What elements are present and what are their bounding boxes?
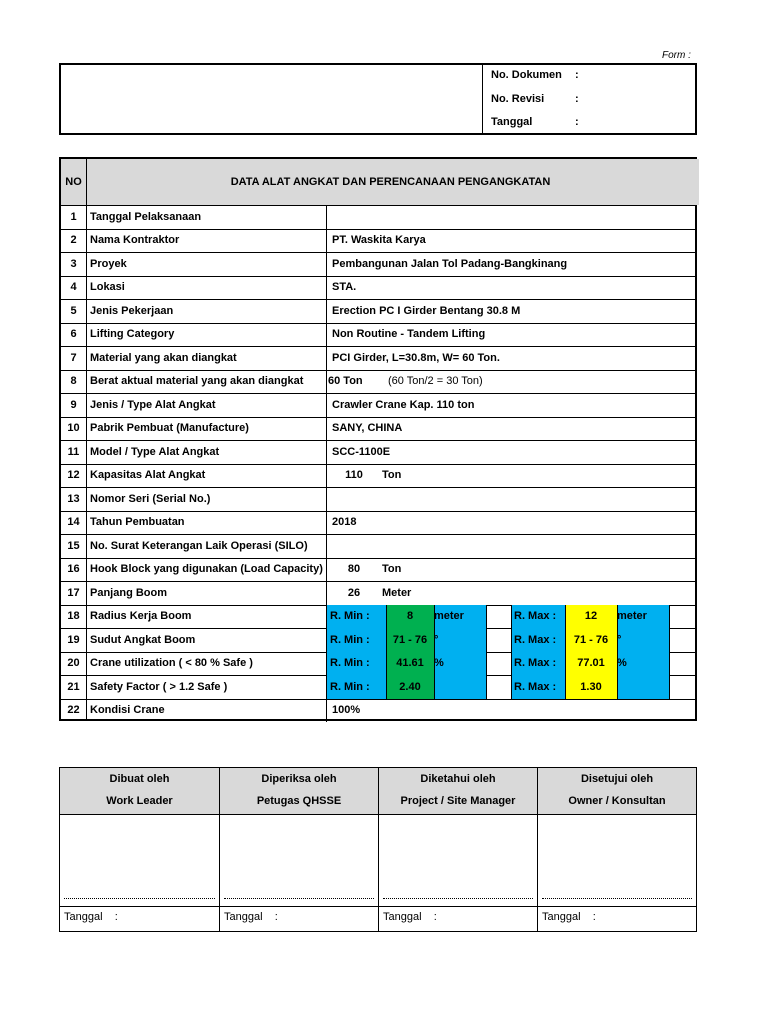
row-number: 14 (67, 516, 80, 529)
r-max-label: R. Max : (511, 605, 565, 629)
row-number: 10 (67, 422, 80, 435)
header-divider-line (61, 205, 695, 206)
cell-divider (386, 652, 387, 676)
row-number: 16 (67, 563, 80, 576)
row-label: Tanggal Pelaksanaan (90, 210, 202, 223)
date-label: Tanggal (491, 116, 533, 128)
signature-date[interactable]: Tanggal : (383, 911, 437, 923)
value-column-divider (326, 605, 327, 629)
row-value: Non Routine - Tandem Lifting (332, 328, 486, 341)
row-value: Crawler Crane Kap. 110 ton (332, 398, 475, 411)
r-min-label: R. Min : (326, 675, 386, 699)
r-min-value: 2.40 (386, 675, 434, 699)
row-label: Radius Kerja Boom (90, 610, 192, 623)
signature-title: Project / Site Manager (400, 795, 516, 807)
r-max-value: 77.01 (565, 652, 617, 676)
signature-line (542, 898, 692, 899)
value-column-divider (326, 252, 327, 276)
cell-divider (434, 652, 435, 676)
row-label: Lifting Category (90, 328, 175, 341)
gap-cell (486, 675, 511, 699)
cell-divider (617, 605, 618, 629)
signature-date[interactable]: Tanggal : (542, 911, 596, 923)
table-title: DATA ALAT ANGKAT DAN PERENCANAAN PENGANGKATAN (230, 176, 551, 188)
value-column-divider (326, 675, 327, 699)
cell-divider (617, 675, 618, 699)
signature-line (64, 898, 215, 899)
row-label: Safety Factor ( > 1.2 Safe ) (90, 680, 228, 693)
cell-divider (486, 652, 487, 676)
row-number: 9 (70, 398, 77, 411)
cell-divider (434, 605, 435, 629)
signature-table (59, 767, 697, 932)
row-number: 2 (70, 234, 77, 247)
value-column-divider (326, 628, 327, 652)
r-min-unit (434, 675, 486, 699)
signature-role: Diketahui oleh (420, 773, 496, 785)
row-number: 11 (67, 445, 80, 458)
r-max-value: 1.30 (565, 675, 617, 699)
row-number: 5 (70, 304, 77, 317)
r-max-value: 71 - 76 (565, 628, 617, 652)
row-number: 4 (70, 281, 77, 294)
signature-column (537, 768, 696, 931)
row-number: 20 (67, 657, 80, 670)
row-label: Lokasi (90, 281, 125, 294)
row-label: Material yang akan diangkat (90, 351, 237, 364)
row-label: Panjang Boom (90, 586, 168, 599)
value-column-divider (326, 581, 327, 605)
row-value: Erection PC I Girder Bentang 30.8 M (332, 304, 521, 317)
row-number: 19 (67, 633, 80, 646)
cell-divider (511, 652, 512, 676)
row-label: Berat aktual material yang akan diangkat (90, 375, 304, 388)
value-column-divider (326, 652, 327, 676)
cell-divider (669, 652, 670, 676)
cell-divider (617, 628, 618, 652)
signature-title: Work Leader (106, 795, 173, 807)
cell-divider (486, 675, 487, 699)
revision-label: No. Revisi (491, 93, 545, 105)
signature-title: Owner / Konsultan (568, 795, 666, 807)
r-max-value: 12 (565, 605, 617, 629)
r-max-label: R. Max : (511, 675, 565, 699)
signature-line (224, 898, 374, 899)
row-number: 22 (67, 704, 80, 717)
cell-divider (617, 652, 618, 676)
value-column-divider (326, 558, 327, 582)
row-number: 15 (67, 539, 80, 552)
cell-divider (486, 605, 487, 629)
row-label: Pabrik Pembuat (Manufacture) (90, 422, 249, 435)
r-min-unit: ° (434, 628, 486, 652)
cell-divider (386, 628, 387, 652)
row-label: No. Surat Keterangan Laik Operasi (SILO) (90, 539, 308, 552)
r-max-label: R. Max : (511, 652, 565, 676)
row-number: 18 (67, 610, 80, 623)
r-max-unit: % (617, 652, 669, 676)
row-value: SANY, CHINA (332, 422, 403, 435)
cell-divider (669, 628, 670, 652)
signature-column (378, 768, 537, 931)
value-column-divider (326, 699, 327, 723)
cell-divider (669, 675, 670, 699)
r-min-value: 8 (386, 605, 434, 629)
cell-divider (565, 605, 566, 629)
row-number: 7 (70, 351, 77, 364)
row-label: Nomor Seri (Serial No.) (90, 492, 211, 505)
row-label: Jenis / Type Alat Angkat (90, 398, 216, 411)
cell-divider (511, 628, 512, 652)
form-label: Form : (662, 50, 691, 61)
r-max-unit (617, 675, 669, 699)
cell-divider (565, 652, 566, 676)
value-column-divider (326, 205, 327, 229)
value-column-divider (326, 417, 327, 441)
row-label: Jenis Pekerjaan (90, 304, 174, 317)
row-value: 110 (345, 469, 363, 482)
row-value: 60 Ton (328, 375, 363, 388)
r-max-unit: meter (617, 605, 669, 629)
signature-role: Dibuat oleh (109, 773, 170, 785)
cell-divider (434, 675, 435, 699)
row-value: 2018 (332, 516, 357, 529)
row-value: 80 (347, 563, 361, 576)
row-value (326, 534, 695, 558)
row-value (326, 205, 695, 229)
cell-divider (511, 605, 512, 629)
signature-role: Diperiksa oleh (261, 773, 337, 785)
signature-column (219, 768, 378, 931)
r-min-unit: % (434, 652, 486, 676)
row-value: PT. Waskita Karya (332, 234, 426, 247)
header-divider (482, 65, 483, 133)
value-column-divider (326, 323, 327, 347)
cell-divider (386, 675, 387, 699)
value-column-divider (326, 464, 327, 488)
row-value: SCC-1100E (332, 445, 391, 458)
signature-title: Petugas QHSSE (256, 795, 342, 807)
row-number: 6 (70, 328, 77, 341)
crane-data-table (59, 157, 697, 721)
row-value: 100% (332, 704, 361, 717)
row-value: PCI Girder, L=30.8m, W= 60 Ton. (332, 351, 500, 364)
cell-divider (434, 628, 435, 652)
gap-cell (486, 652, 511, 676)
value-column-divider (326, 440, 327, 464)
r-min-unit: meter (434, 605, 486, 629)
row-label: Nama Kontraktor (90, 234, 180, 247)
value-column-divider (326, 229, 327, 253)
signature-date[interactable]: Tanggal : (64, 911, 118, 923)
doc-no-colon: : (575, 69, 579, 81)
row-value: Pembangunan Jalan Tol Padang-Bangkinang (332, 257, 568, 270)
row-value: 26 (347, 586, 361, 599)
row-value: STA. (332, 281, 357, 294)
row-note: (60 Ton/2 = 30 Ton) (388, 375, 483, 388)
cell-divider (386, 605, 387, 629)
row-number: 8 (70, 375, 77, 388)
cell-divider (486, 628, 487, 652)
row-number: 12 (67, 469, 80, 482)
row-unit: Meter (382, 586, 412, 599)
row-number: 17 (67, 586, 80, 599)
row-number: 3 (70, 257, 77, 270)
value-column-divider (326, 299, 327, 323)
r-min-label: R. Min : (326, 652, 386, 676)
row-number: 21 (67, 680, 80, 693)
row-value (326, 487, 695, 511)
date-colon: : (575, 116, 579, 128)
signature-column (60, 768, 219, 931)
no-column-header: NO (65, 176, 82, 188)
value-column-divider (326, 511, 327, 535)
r-max-unit: ° (617, 628, 669, 652)
row-unit: Ton (382, 469, 402, 482)
revision-colon: : (575, 93, 579, 105)
signature-line (383, 898, 533, 899)
gap-cell (486, 605, 511, 629)
value-column-divider (326, 487, 327, 511)
value-column-divider (326, 370, 327, 394)
row-label: Model / Type Alat Angkat (90, 445, 220, 458)
value-column-divider (326, 276, 327, 300)
value-column-divider (326, 346, 327, 370)
row-number: 13 (67, 492, 80, 505)
r-min-value: 71 - 76 (386, 628, 434, 652)
cell-divider (565, 675, 566, 699)
cell-divider (565, 628, 566, 652)
row-label: Crane utilization ( < 80 % Safe ) (90, 657, 253, 670)
signature-role: Disetujui oleh (580, 773, 654, 785)
value-column-divider (326, 393, 327, 417)
r-max-label: R. Max : (511, 628, 565, 652)
row-label: Hook Block yang digunakan (Load Capacity) (90, 563, 323, 576)
row-label: Kapasitas Alat Angkat (90, 469, 206, 482)
row-label: Kondisi Crane (90, 704, 165, 717)
r-min-value: 41.61 (386, 652, 434, 676)
signature-date[interactable]: Tanggal : (224, 911, 278, 923)
row-label: Sudut Angkat Boom (90, 633, 196, 646)
row-unit: Ton (382, 563, 402, 576)
value-column-divider (326, 534, 327, 558)
doc-no-label: No. Dokumen (491, 69, 562, 81)
document-header (59, 63, 697, 135)
cell-divider (669, 605, 670, 629)
row-label: Tahun Pembuatan (90, 516, 185, 529)
r-min-label: R. Min : (326, 628, 386, 652)
r-min-label: R. Min : (326, 605, 386, 629)
row-number: 1 (70, 210, 77, 223)
cell-divider (511, 675, 512, 699)
row-label: Proyek (90, 257, 127, 270)
gap-cell (486, 628, 511, 652)
